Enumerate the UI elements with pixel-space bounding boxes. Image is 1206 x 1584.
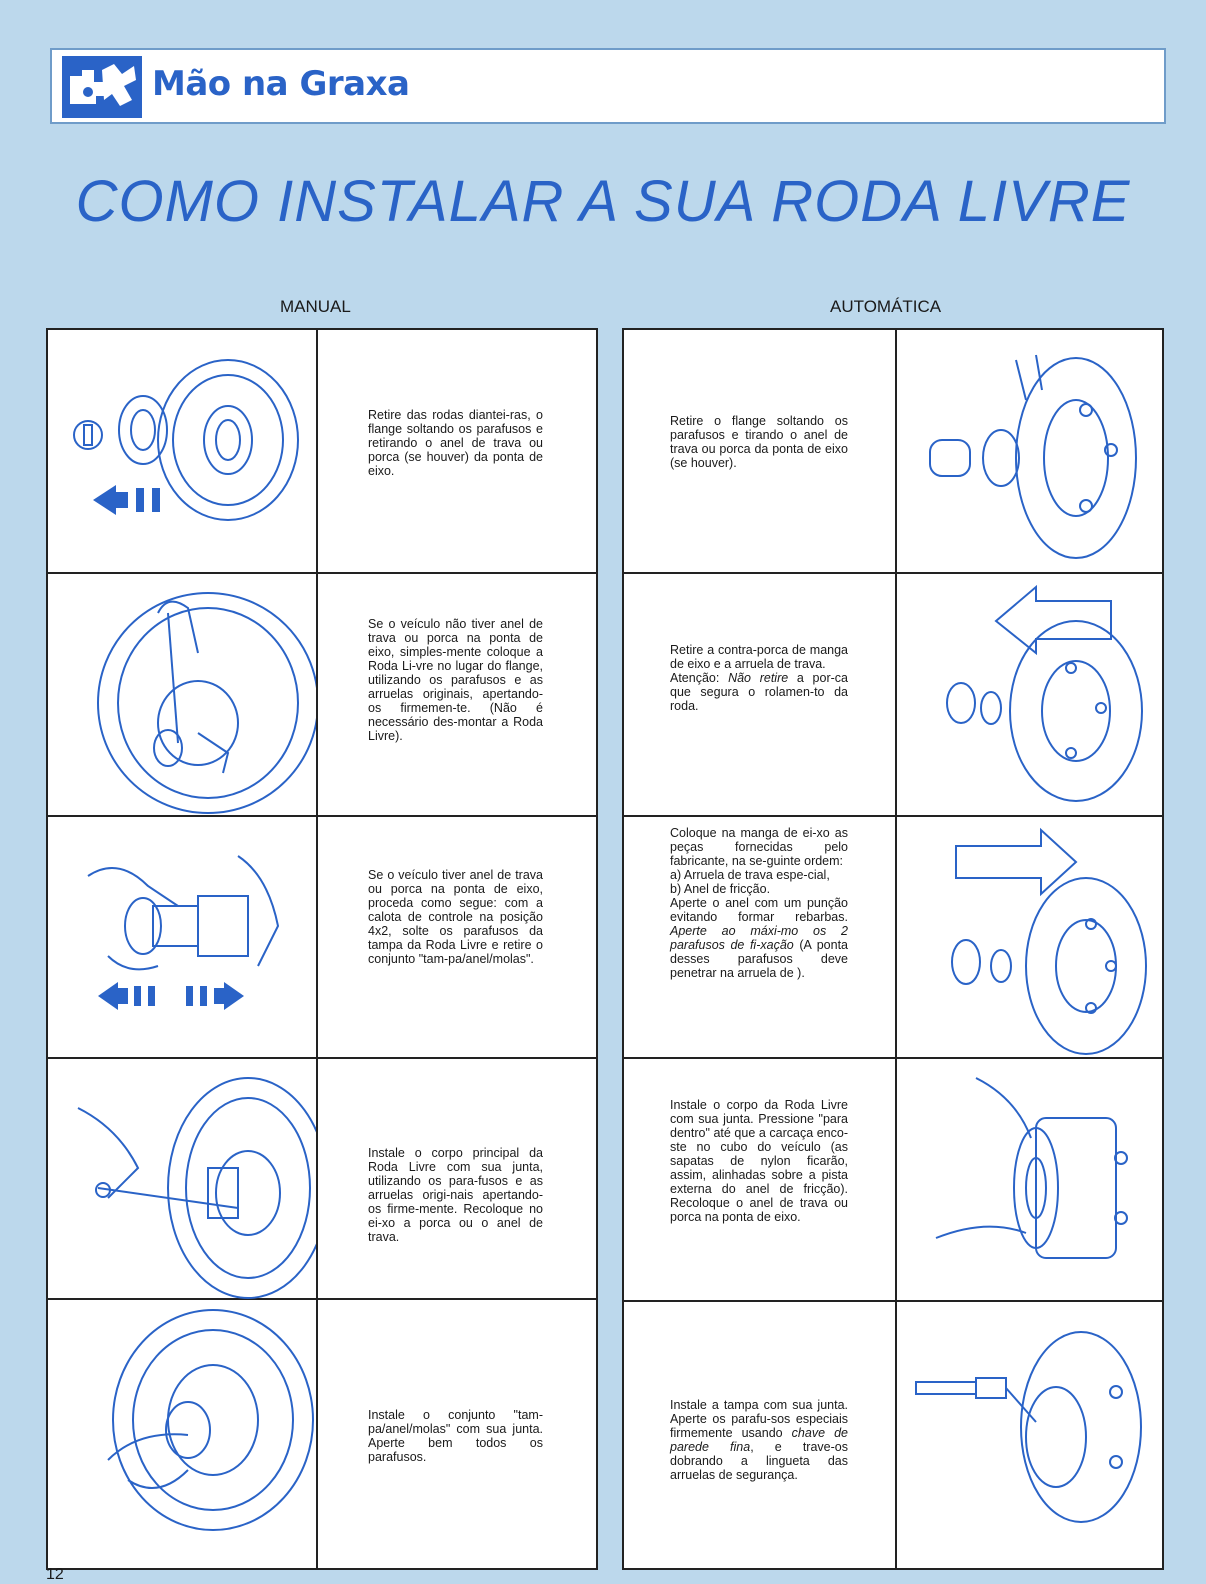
attention-rest: a por-ca que segura o rolamen-to da roda. [670, 671, 848, 713]
install-auto-cover-illustration [896, 1302, 1162, 1544]
remove-flange-auto-illustration [896, 330, 1162, 572]
attention-italic: Não retire [728, 671, 789, 685]
manual-step-2 [48, 573, 596, 815]
column-heading-manual: MANUAL [280, 297, 351, 316]
automatic-step-2 [624, 573, 1162, 815]
remove-flange-illustration [48, 330, 316, 572]
page-title: COMO INSTALAR A SUA RODA LIVRE [75, 169, 1131, 234]
automatic-step-3-intro: Coloque na manga de ei-xo as peças fornecidas pelo fabricante, na se-guinte ordem: [670, 826, 848, 868]
automatic-step-3-item-a: a) Arruela de trava espe-cial, [670, 868, 830, 882]
automatic-step-4 [624, 1058, 1162, 1300]
automatic-step-5 [624, 1302, 1162, 1544]
install-body-illustration [48, 1058, 316, 1300]
automatic-step-3 [624, 816, 1162, 1058]
column-heading-automatic: AUTOMÁTICA [830, 297, 942, 316]
manual-steps-panel [46, 328, 598, 1570]
brand-name: Mão na Graxa [152, 64, 410, 104]
install-cover-illustration [48, 1300, 316, 1542]
automatic-step-3-rest: (A ponta desses parafusos deve penetrar na arruela de ). [670, 938, 848, 980]
automatic-step-5-rest: , e trave-os dobrando a lingueta das arruelas de segurança. [670, 1440, 848, 1482]
automatic-step-2-text [670, 643, 848, 713]
fit-parts-illustration [896, 816, 1162, 1058]
manual-step-5-text: Instale o conjunto "tam-pa/anel/molas" com sua junta. Aperte bem todos os parafusos. [368, 1408, 543, 1464]
manual-step-1 [48, 330, 596, 572]
manual-step-3-text: Se o veículo tiver anel de trava ou porca na ponta de eixo, proceda como segue: com a calota de controle na posição 4x2, solte os parafusos da tampa da Roda Livre e retire o conjunto "tam-pa/anel/molas". [368, 868, 543, 966]
automatic-step-5-italic: chave de parede fina [670, 1426, 848, 1454]
automatic-step-5-main: Instale a tampa com sua junta. Aperte os parafu-sos especiais firmemente usando [670, 1398, 848, 1440]
header-bar [50, 48, 1166, 124]
remove-cover-illustration [48, 816, 316, 1058]
automatic-step-3-item-b: b) Anel de fricção. [670, 882, 771, 896]
automatic-step-5-text [670, 1398, 848, 1482]
automatic-step-1-text: Retire o flange soltando os parafusos e tirando o anel de trava ou porca da ponta de eixo (se houver). [670, 414, 848, 470]
manual-step-4-text: Instale o corpo principal da Roda Livre com sua junta, utilizando os para-fusos e as arruelas origi-nais apertando-os firme-mente. Recoloque no ei-xo a porca ou o anel de trava. [368, 1146, 543, 1244]
automatic-step-3-tighten: Aperte o anel com um punção evitando formar rebarbas. [670, 896, 848, 924]
manual-step-5 [48, 1300, 596, 1542]
automatic-step-3-text [670, 826, 848, 980]
install-freewheel-illustration [48, 573, 316, 815]
page-number: 12 [46, 1566, 64, 1583]
remove-locknut-illustration [896, 573, 1162, 815]
install-auto-body-illustration [896, 1058, 1162, 1300]
automatic-step-2-main: Retire a contra-porca de manga de eixo e a arruela de trava. [670, 643, 848, 671]
manual-step-3 [48, 816, 596, 1058]
automatic-step-3-italic: Aperte ao máxi-mo os 2 parafusos de fi-xação [670, 924, 848, 952]
logo-icon [62, 56, 142, 118]
manual-step-2-text: Se o veículo não tiver anel de trava ou porca na ponta de eixo, simples-mente coloque a Roda Li-vre no lugar do flange, utilizando os parafusos e as arruelas originais, apertando-os firmemen-te. (Não é necessário des-montar a Roda Livre). [368, 617, 543, 743]
automatic-step-1 [624, 330, 1162, 572]
attention-label: Atenção: [670, 671, 729, 685]
manual-step-1-text: Retire das rodas diantei-ras, o flange soltando os parafusos e retirando o anel de trava ou porca (se houver) da ponta de eixo. [368, 408, 543, 478]
automatic-step-4-text: Instale o corpo da Roda Livre com sua junta. Pressione "para dentro" até que a carcaça enco-ste no cubo do veículo (as sapatas de nylon ficarão, assim, alinhadas sobre a pista externa do anel de fricção). Recoloque o anel de trava ou porca na ponta de eixo. [670, 1098, 848, 1224]
automatic-steps-panel [622, 328, 1164, 1570]
manual-step-4 [48, 1058, 596, 1300]
